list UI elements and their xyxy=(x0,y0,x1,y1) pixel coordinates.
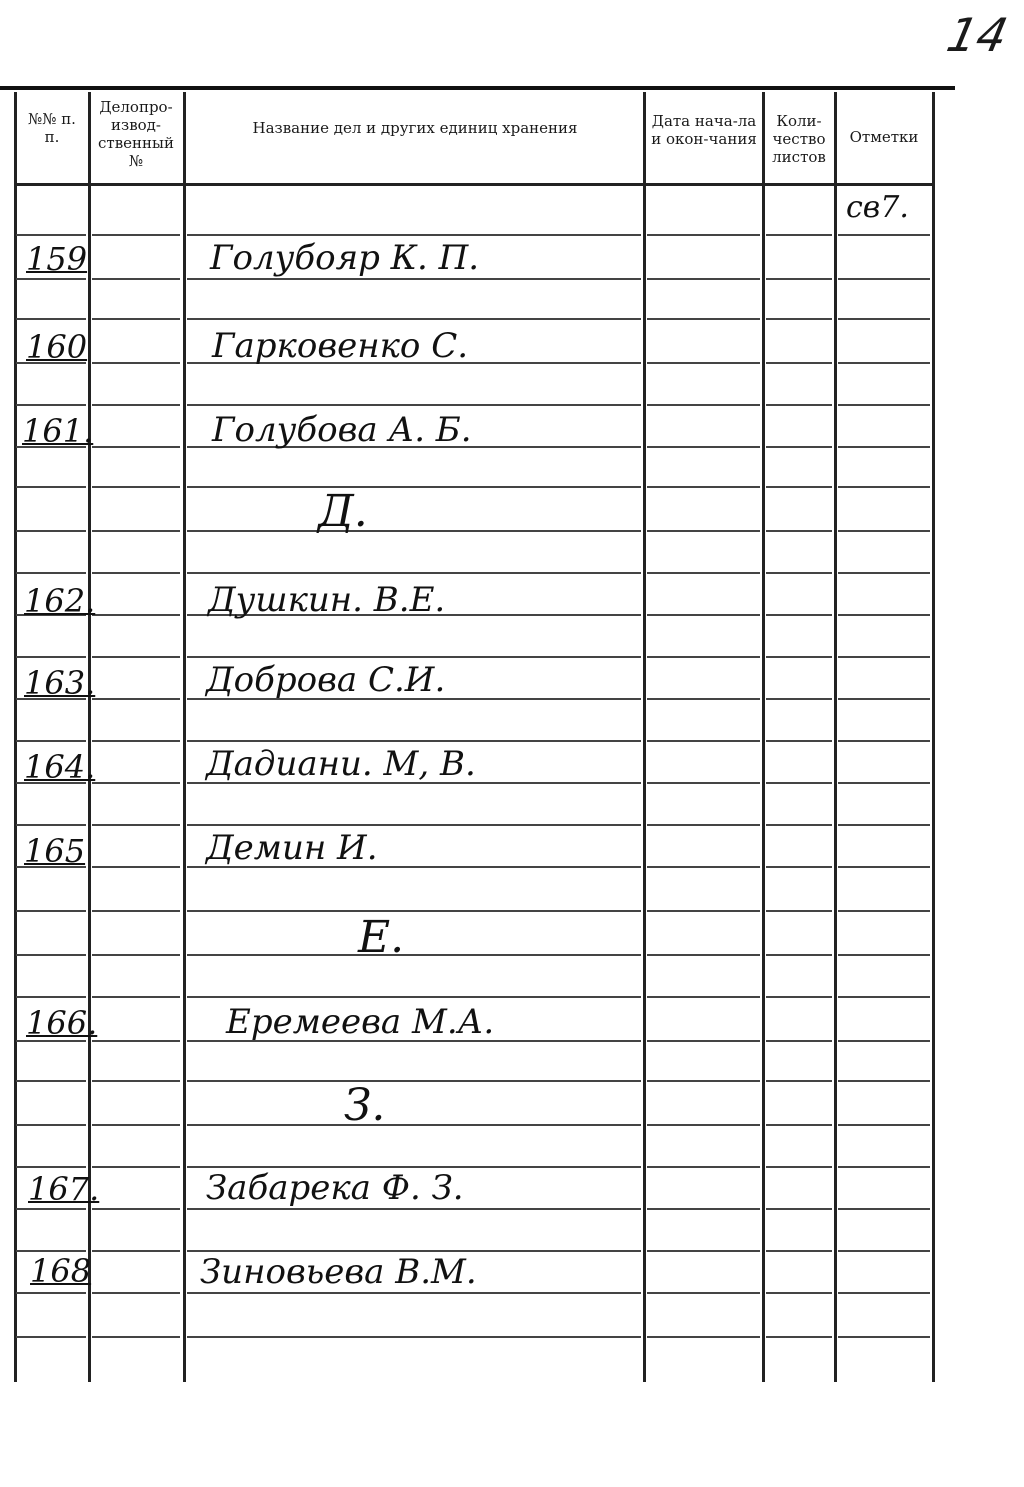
entry-name: Еремеева М.А. xyxy=(226,1002,495,1042)
entry-name: Зиновьева В.М. xyxy=(200,1252,477,1292)
rule-line xyxy=(187,1292,641,1294)
entry-number: 167. xyxy=(28,1170,100,1208)
entry-name: Доброва С.И. xyxy=(206,660,446,700)
rule-line xyxy=(766,1080,832,1082)
rule-line xyxy=(838,1292,930,1294)
rule-line xyxy=(647,1336,760,1338)
rule-line xyxy=(16,234,86,236)
rule-line xyxy=(766,572,832,574)
rule-line xyxy=(838,740,930,742)
rule-line xyxy=(187,954,641,956)
rule-line xyxy=(838,698,930,700)
rule-line xyxy=(16,740,86,742)
rule-line xyxy=(92,486,180,488)
entry-name: Забарека Ф. З. xyxy=(206,1168,464,1208)
rule-line xyxy=(187,910,641,912)
rule-line xyxy=(766,1292,832,1294)
column-divider xyxy=(834,92,837,1382)
rule-line xyxy=(187,234,641,236)
rule-line xyxy=(766,782,832,784)
rule-line xyxy=(838,1080,930,1082)
rule-line xyxy=(16,530,86,532)
rule-line xyxy=(647,404,760,406)
rule-line xyxy=(838,954,930,956)
header-bottom-line xyxy=(14,183,932,186)
rule-line xyxy=(838,866,930,868)
rule-line xyxy=(766,996,832,998)
rule-line xyxy=(92,1040,180,1042)
entry-name: Голубова А. Б. xyxy=(212,410,472,450)
rule-line xyxy=(766,698,832,700)
header-col-office: Делопро-извод-ственный № xyxy=(98,98,174,170)
rule-line xyxy=(16,572,86,574)
top-rule xyxy=(0,86,955,90)
rule-line xyxy=(838,530,930,532)
entry-number: 166. xyxy=(26,1004,98,1042)
header-col-num: №№ п. п. xyxy=(28,110,76,146)
rule-line xyxy=(647,866,760,868)
entry-number: 162. xyxy=(24,582,96,620)
rule-line xyxy=(647,234,760,236)
rule-line xyxy=(838,996,930,998)
rule-line xyxy=(647,1040,760,1042)
rule-line xyxy=(92,1124,180,1126)
rule-line xyxy=(838,572,930,574)
rule-line xyxy=(187,572,641,574)
header-col-title: Название дел и других единиц хранения xyxy=(252,119,578,137)
rule-line xyxy=(647,698,760,700)
rule-line xyxy=(766,954,832,956)
entry-number: 163. xyxy=(24,664,96,702)
rule-line xyxy=(766,824,832,826)
rule-line xyxy=(92,1208,180,1210)
rule-line xyxy=(838,910,930,912)
column-divider xyxy=(14,92,17,1382)
entry-number: 165 xyxy=(24,832,86,870)
rule-line xyxy=(92,362,180,364)
rule-line xyxy=(92,656,180,658)
rule-line xyxy=(16,656,86,658)
page-number: 14 xyxy=(942,8,1013,62)
rule-line xyxy=(766,656,832,658)
rule-line xyxy=(92,1336,180,1338)
rule-line xyxy=(92,1250,180,1252)
rule-line xyxy=(92,782,180,784)
rule-line xyxy=(766,614,832,616)
rule-line xyxy=(647,954,760,956)
rule-line xyxy=(838,824,930,826)
section-letter: З. xyxy=(344,1080,386,1131)
rule-line xyxy=(647,486,760,488)
rule-line xyxy=(647,362,760,364)
rule-line xyxy=(766,404,832,406)
rule-line xyxy=(647,278,760,280)
rule-line xyxy=(16,1336,86,1338)
rule-line xyxy=(647,656,760,658)
rule-line xyxy=(838,278,930,280)
notes-mark: св7. xyxy=(846,190,909,225)
rule-line xyxy=(16,1166,86,1168)
rule-line xyxy=(838,318,930,320)
rule-line xyxy=(766,1250,832,1252)
rule-line xyxy=(187,404,641,406)
column-divider xyxy=(932,92,935,1382)
rule-line xyxy=(838,362,930,364)
rule-line xyxy=(16,404,86,406)
rule-line xyxy=(838,1250,930,1252)
rule-line xyxy=(766,1166,832,1168)
rule-line xyxy=(647,996,760,998)
rule-line xyxy=(187,740,641,742)
rule-line xyxy=(187,318,641,320)
rule-line xyxy=(187,656,641,658)
section-letter: Е. xyxy=(358,912,405,963)
rule-line xyxy=(838,1336,930,1338)
rule-line xyxy=(647,1080,760,1082)
rule-line xyxy=(92,572,180,574)
rule-line xyxy=(16,1208,86,1210)
rule-line xyxy=(766,740,832,742)
rule-line xyxy=(647,572,760,574)
rule-line xyxy=(838,782,930,784)
rule-line xyxy=(838,614,930,616)
rule-line xyxy=(647,1208,760,1210)
rule-line xyxy=(647,614,760,616)
column-divider xyxy=(762,92,765,1382)
entry-name: Демин И. xyxy=(206,828,378,868)
rule-line xyxy=(766,1124,832,1126)
entry-name: Гарковенко С. xyxy=(212,326,469,366)
rule-line xyxy=(766,910,832,912)
entry-number: 164. xyxy=(24,748,96,786)
rule-line xyxy=(647,1166,760,1168)
rule-line xyxy=(766,362,832,364)
rule-line xyxy=(766,486,832,488)
rule-line xyxy=(647,824,760,826)
rule-line xyxy=(16,954,86,956)
rule-line xyxy=(766,1040,832,1042)
header-col-dates: Дата нача-ла и окон-чания xyxy=(651,112,757,148)
rule-line xyxy=(766,446,832,448)
header-col-notes: Отметки xyxy=(849,128,919,146)
rule-line xyxy=(766,866,832,868)
rule-line xyxy=(187,824,641,826)
rule-line xyxy=(647,740,760,742)
entry-number: 168 xyxy=(30,1252,92,1290)
entry-name: Душкин. В.Е. xyxy=(208,580,446,620)
rule-line xyxy=(187,530,641,532)
rule-line xyxy=(187,1208,641,1210)
rule-line xyxy=(766,1208,832,1210)
rule-line xyxy=(92,824,180,826)
rule-line xyxy=(647,530,760,532)
rule-line xyxy=(92,1292,180,1294)
rule-line xyxy=(647,446,760,448)
rule-line xyxy=(92,234,180,236)
rule-line xyxy=(647,1292,760,1294)
rule-line xyxy=(92,1166,180,1168)
rule-line xyxy=(187,486,641,488)
rule-line xyxy=(16,1080,86,1082)
rule-line xyxy=(92,318,180,320)
rule-line xyxy=(187,1124,641,1126)
rule-line xyxy=(16,1292,86,1294)
rule-line xyxy=(647,1250,760,1252)
rule-line xyxy=(92,910,180,912)
entry-number: 159 xyxy=(26,240,88,278)
rule-line xyxy=(647,782,760,784)
rule-line xyxy=(766,318,832,320)
rule-line xyxy=(838,1166,930,1168)
rule-line xyxy=(92,698,180,700)
rule-line xyxy=(92,1080,180,1082)
rule-line xyxy=(92,530,180,532)
rule-line xyxy=(838,1040,930,1042)
entry-number: 160 xyxy=(26,328,88,366)
rule-line xyxy=(838,1208,930,1210)
rule-line xyxy=(647,318,760,320)
rule-line xyxy=(92,740,180,742)
header-col-sheets: Коли-чество листов xyxy=(772,112,826,166)
entry-number: 161. xyxy=(22,412,94,450)
column-divider xyxy=(643,92,646,1382)
rule-line xyxy=(187,996,641,998)
rule-line xyxy=(838,234,930,236)
column-divider xyxy=(183,92,186,1382)
rule-line xyxy=(187,1336,641,1338)
rule-line xyxy=(92,954,180,956)
rule-line xyxy=(92,614,180,616)
rule-line xyxy=(16,278,86,280)
rule-line xyxy=(16,824,86,826)
rule-line xyxy=(92,404,180,406)
rule-line xyxy=(766,278,832,280)
rule-line xyxy=(16,996,86,998)
rule-line xyxy=(16,318,86,320)
rule-line xyxy=(16,486,86,488)
rule-line xyxy=(92,278,180,280)
rule-line xyxy=(838,486,930,488)
rule-line xyxy=(766,1336,832,1338)
section-letter: Д. xyxy=(318,486,368,537)
entry-name: Голубояр К. П. xyxy=(210,238,480,278)
rule-line xyxy=(838,1124,930,1126)
rule-line xyxy=(187,1080,641,1082)
rule-line xyxy=(838,404,930,406)
rule-line xyxy=(92,866,180,868)
rule-line xyxy=(16,910,86,912)
rule-line xyxy=(766,530,832,532)
rule-line xyxy=(92,996,180,998)
rule-line xyxy=(647,910,760,912)
rule-line xyxy=(187,278,641,280)
rule-line xyxy=(766,234,832,236)
rule-line xyxy=(92,446,180,448)
rule-line xyxy=(16,1124,86,1126)
rule-line xyxy=(838,656,930,658)
rule-line xyxy=(647,1124,760,1126)
rule-line xyxy=(838,446,930,448)
entry-name: Дадиани. М, В. xyxy=(206,744,476,784)
